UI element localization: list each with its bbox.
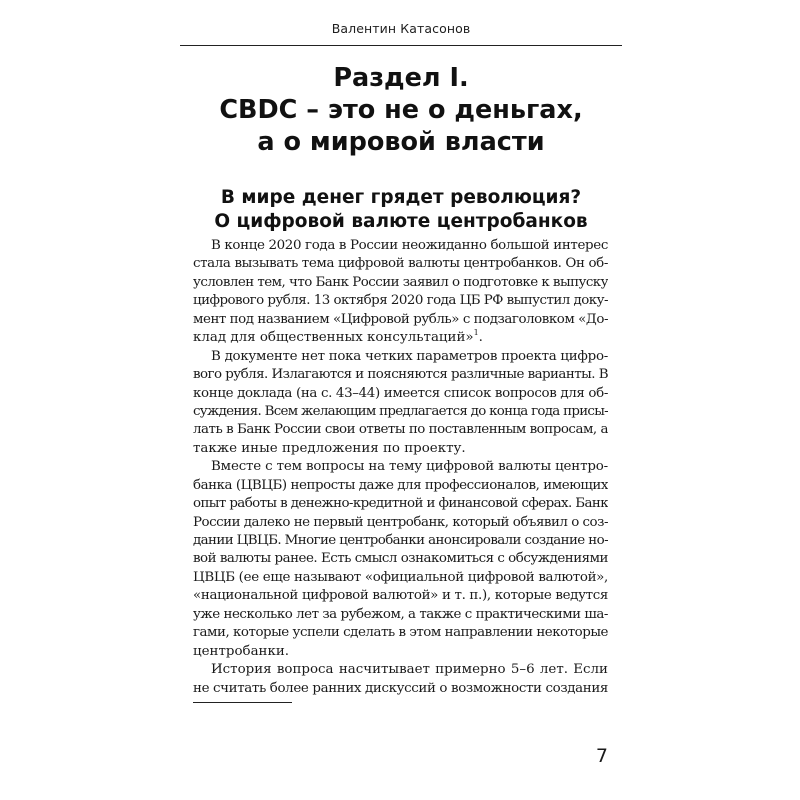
chapter-title-line: В мире денег грядет революция? bbox=[220, 187, 582, 208]
section-title-line: CBDC – это не о деньгах, bbox=[219, 95, 583, 125]
body-line: ЦВЦБ (ее еще называют «официальной цифровой валютой», bbox=[193, 569, 608, 585]
body-line: не считать более ранних дискуссий о возможности создания bbox=[193, 680, 608, 696]
body-line: России далеко не первый центробанк, который объявил о соз- bbox=[193, 514, 608, 530]
body-line: гами, которые успели сделать в этом направлении некоторые bbox=[193, 625, 608, 641]
body-line: вого рубля. Излагаются и поясняются различные варианты. В bbox=[193, 367, 608, 383]
chapter-title bbox=[180, 186, 622, 234]
running-head-author: Валентин Катасонов bbox=[331, 21, 471, 36]
body-line: условлен тем, что Банк России заявил о подготовке к выпуску bbox=[193, 274, 608, 290]
footnote-reference[interactable]: 1 bbox=[473, 329, 479, 338]
section-title bbox=[180, 62, 622, 158]
body-line: также иные предложения по проекту. bbox=[193, 440, 466, 456]
body-line: конце доклада (на с. 43–44) имеется список вопросов для об- bbox=[193, 385, 608, 401]
body-line: мент под названием «Цифровой рубль» с подзаголовком «До- bbox=[193, 311, 608, 327]
body-line-text: клад для общественных консультаций» bbox=[193, 330, 474, 346]
body-line: История вопроса насчитывает примерно 5–6 лет. Если bbox=[211, 662, 608, 678]
body-line: уже несколько лет за рубежом, а также с практическими ша- bbox=[193, 606, 608, 622]
body-text bbox=[193, 237, 608, 698]
body-line: центробанки. bbox=[193, 643, 290, 659]
body-line: стала вызывать тема цифровой валюты центробанков. Он об- bbox=[193, 256, 608, 272]
body-line: цифрового рубля. 13 октября 2020 года ЦБ РФ выпустил доку- bbox=[193, 293, 608, 309]
section-title-line: а о мировой власти bbox=[257, 127, 545, 157]
body-line: Вместе с тем вопросы на тему цифровой валюты центро- bbox=[211, 459, 608, 475]
body-line: опыт работы в денежно-кредитной и финансовой сферах. Банк bbox=[193, 496, 608, 512]
footnote-ref-period: . bbox=[478, 330, 483, 346]
body-line: В конце 2020 года в России неожиданно большой интерес bbox=[211, 238, 608, 253]
section-title-line: Раздел I. bbox=[333, 63, 469, 93]
body-line-with-footnote bbox=[193, 329, 608, 347]
body-line: суждения. Всем желающим предлагается до конца года присы- bbox=[193, 403, 608, 419]
chapter-title-line: О цифровой валюте центробанков bbox=[214, 211, 588, 232]
body-line: лать в Банк России свои ответы по поставленным вопросам, а bbox=[193, 422, 608, 438]
body-line: банка (ЦВЦБ) непросты даже для профессионалов, имеющих bbox=[193, 477, 608, 493]
body-line: «национальной цифровой валютой» и т. п.), которые ведутся bbox=[193, 588, 608, 604]
body-line: дании ЦВЦБ. Многие центробанки анонсировали создание но- bbox=[193, 533, 608, 548]
body-line: В документе нет пока четких параметров проекта цифро- bbox=[211, 348, 608, 364]
page-number: 7 bbox=[595, 745, 608, 767]
footnote-separator bbox=[193, 702, 292, 703]
header-rule bbox=[180, 45, 622, 46]
body-line: вой валюты ранее. Есть смысл ознакомиться с обсуждениями bbox=[193, 551, 608, 567]
